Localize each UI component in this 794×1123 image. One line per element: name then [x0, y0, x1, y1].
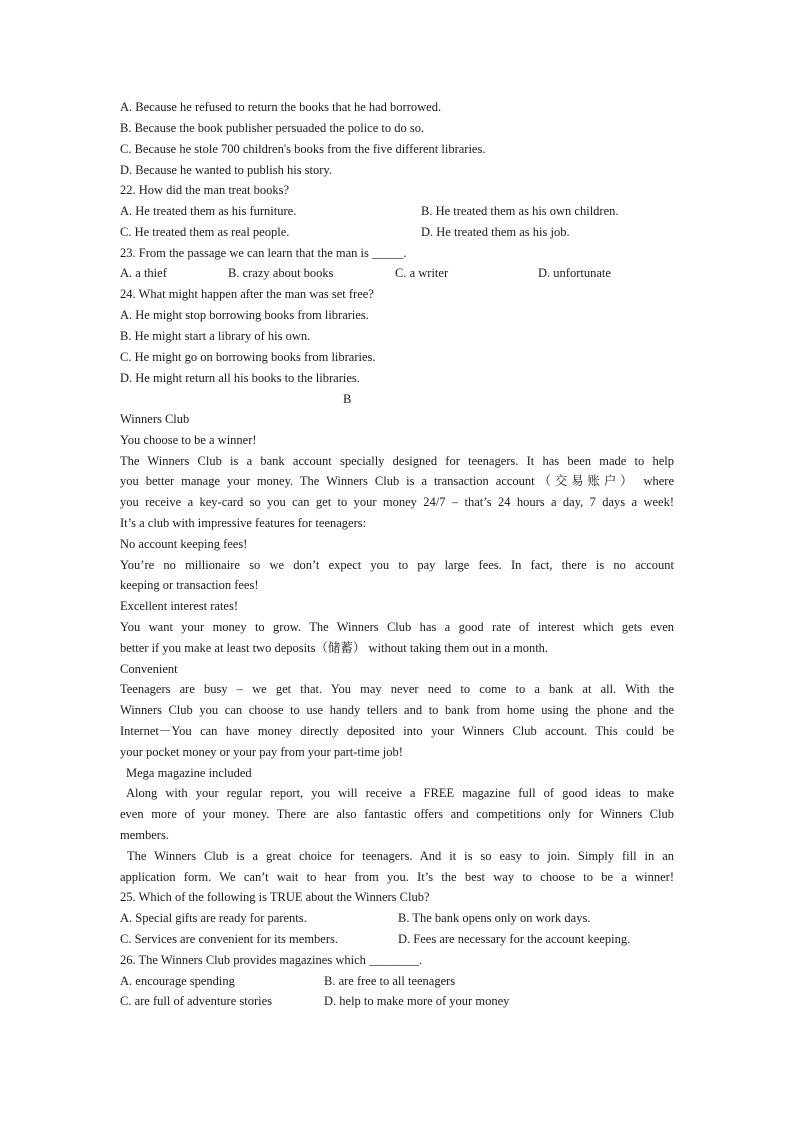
q25-option-b: B. The bank opens only on work days. [398, 911, 591, 925]
intro-line-3: you receive a key-card so you can get to your money 24/7 – that’s 24 hours a day, 7 days a week! [120, 495, 674, 509]
interest-line-2: better if you make at least two deposits（储蓄） without taking them out in a month. [120, 641, 549, 655]
q22-option-b: B. He treated them as his own children. [421, 204, 619, 218]
q24-option-a: A. He might stop borrowing books from libraries. [120, 308, 369, 322]
q23-option-c: C. a writer [395, 266, 449, 280]
closing-line-1: The Winners Club is a great choice for teenagers. And it is so easy to join. Simply fill in an [127, 849, 674, 863]
features-intro: It’s a club with impressive features for teenagers: [120, 516, 367, 530]
q23-stem: 23. From the passage we can learn that the man is _____. [120, 246, 407, 260]
q24-option-b: B. He might start a library of his own. [120, 329, 311, 343]
heading-interest: Excellent interest rates! [120, 599, 238, 613]
q25-option-d: D. Fees are necessary for the account keeping. [398, 932, 631, 946]
q24-option-c: C. He might go on borrowing books from libraries. [120, 350, 376, 364]
q23-option-d: D. unfortunate [538, 266, 611, 280]
q26-option-a: A. encourage spending [120, 974, 235, 988]
mega-line-2: even more of your money. There are also fantastic offers and competitions only for Winners Club [120, 807, 674, 821]
convenient-line-1: Teenagers are busy – we get that. You may never need to come to a bank at all. With the [120, 682, 674, 696]
q25-stem: 25. Which of the following is TRUE about the Winners Club? [120, 890, 430, 904]
convenient-line-4: your pocket money or your pay from your part-time job! [120, 745, 403, 759]
q22-option-d: D. He treated them as his job. [421, 225, 570, 239]
q21-option-a: A. Because he refused to return the books that he had borrowed. [120, 100, 442, 114]
q26-option-c: C. are full of adventure stories [120, 994, 273, 1008]
q25-option-a: A. Special gifts are ready for parents. [120, 911, 307, 925]
section-letter: B [343, 392, 352, 406]
q26-option-b: B. are free to all teenagers [324, 974, 456, 988]
heading-mega-magazine: Mega magazine included [126, 766, 252, 780]
closing-line-2: application form. We can’t wait to hear from you. It’s the best way to choose to be a winner! [120, 870, 674, 884]
q22-stem: 22. How did the man treat books? [120, 183, 290, 197]
convenient-line-3: Internet－You can have money directly deposited into your Winners Club account. This could be [120, 724, 674, 738]
q23-option-a: A. a thief [120, 266, 167, 280]
convenient-line-2: Winners Club you can choose to use handy tellers and to bank from home using the phone and the [120, 703, 674, 717]
mega-line-1: Along with your regular report, you will receive a FREE magazine full of good ideas to make [126, 786, 674, 800]
q22-option-a: A. He treated them as his furniture. [120, 204, 297, 218]
passage-tagline: You choose to be a winner! [120, 433, 257, 447]
q21-option-d: D. Because he wanted to publish his story. [120, 163, 332, 177]
interest-line-1: You want your money to grow. The Winners Club has a good rate of interest which gets even [120, 620, 674, 634]
q21-option-c: C. Because he stole 700 children's books from the five different libraries. [120, 142, 486, 156]
q21-option-b: B. Because the book publisher persuaded the police to do so. [120, 121, 425, 135]
mega-line-3: members. [120, 828, 169, 842]
q24-stem: 24. What might happen after the man was set free? [120, 287, 374, 301]
q23-option-b: B. crazy about books [228, 266, 334, 280]
q22-option-c: C. He treated them as real people. [120, 225, 290, 239]
q25-option-c: C. Services are convenient for its members. [120, 932, 338, 946]
passage-title: Winners Club [120, 412, 190, 426]
heading-no-fees: No account keeping fees! [120, 537, 248, 551]
intro-line-1: The Winners Club is a bank account specially designed for teenagers. It has been made to help [120, 454, 674, 468]
q24-option-d: D. He might return all his books to the libraries. [120, 371, 360, 385]
q26-option-d: D. help to make more of your money [324, 994, 510, 1008]
heading-convenient: Convenient [120, 662, 178, 676]
fees-line-1: You’re no millionaire so we don’t expect you to pay large fees. In fact, there is no account [120, 558, 674, 572]
q26-stem: 26. The Winners Club provides magazines which ________. [120, 953, 423, 967]
intro-line-2: you better manage your money. The Winners Club is a transaction account（交易账户） where [120, 474, 674, 488]
fees-line-2: keeping or transaction fees! [120, 578, 259, 592]
